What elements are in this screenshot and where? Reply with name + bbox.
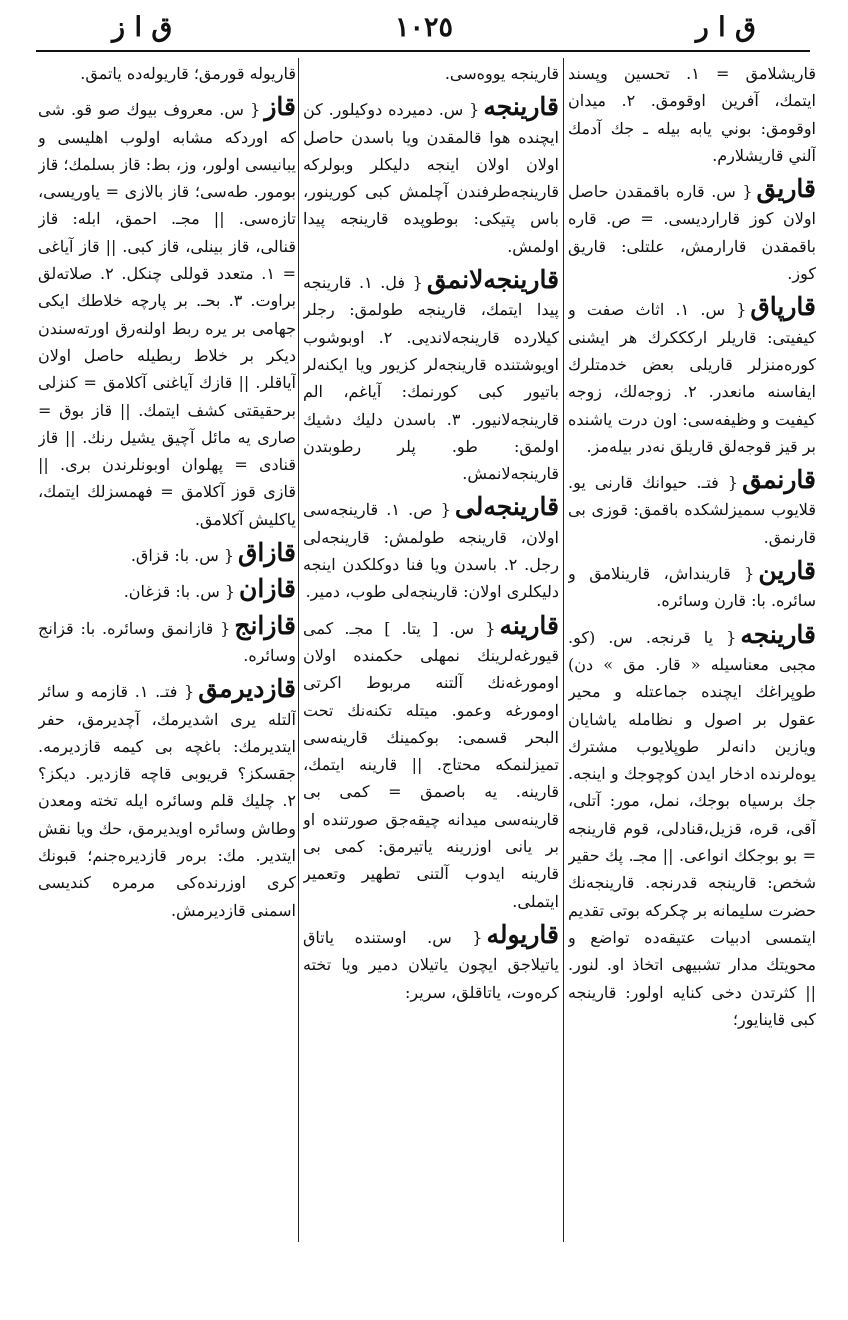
entry-definition: { قازانمق وسائره. با: قزانج وسائره. (38, 618, 296, 665)
entry-headword: قارينجه‌لانمق (426, 265, 559, 295)
column-left (38, 60, 296, 1240)
dictionary-entry (38, 539, 296, 569)
dictionary-entry (568, 621, 816, 1033)
dictionary-entry (303, 493, 559, 605)
entry-definition: { س. معروف بيوك صو قو. شی كه اوردكه مشابه اولوب اهليسی و يبانيسی اولور، وز، بط: قاز بسلمك؛ قاز بومور. طه‌سی؛ قاز بالازی = ياوريسی، تازه‌سی. || مجـ. احمق، ابله: قاز قنالی، قاز بينلی، قاز كبی. || قاز آياغی = ١. متعدد قوللی چنكل. ٢. صلاته‌لق براوت. ٣. بحـ. بر پارچه خلاطك ايكی جهامی بر يره ربط اولنه‌رق اورته‌سندن ديكر بر خلاط ربطيله حاصل اولان آياقلر. || قازك آياغنی آكلامق = كنزلی برحقيقتی كشف ايتمك. || قاز بوق = صاری يه مائل آچيق يشيل رنك. || قاز قنادی = پهلوان اوبونلرندن بری. || قازی قوز آكلامق = فهمسزلك ايتمك، ياكليش آكلامق. (38, 100, 296, 529)
entry-definition: { س. دميرده دوكيلور. كن ايچنده هوا قالمقدن ويا باسدن حاصل اولان اولان اينجه دليكلر وبولرکه قارينجه‌طرفندن آچلمش كبی كورينور، باس پتيكی: بوطوپده قارينجه پيدا اولمش. (303, 100, 559, 256)
entry-headword: قارنمق (742, 465, 816, 495)
dictionary-entry (303, 60, 559, 87)
dictionary-entry (568, 466, 816, 551)
entry-headword: قارينجه (483, 92, 559, 122)
entry-definition: { ص. ١. قارينجه‌سی اولان، قارينجه طولمش: قارينجه‌لی رجل. ٢. باسدن ويا فنا دوكلكدن اينجه دليكلری اولان: قارينجه‌لی طوب، دمير. (303, 500, 559, 602)
entry-headword: قارينجه‌لی (454, 492, 559, 522)
dictionary-entry (303, 921, 559, 1006)
dictionary-entry (38, 60, 296, 87)
entry-definition: { س. [ يتا. ] مجـ. كمی قيورغه‌لرينك نمهلی حكمنده اولان اومورغه‌نك آلتنه مربوط اكرتی اومورغه وعمو. ميتله تكنه‌نك تحت البحر قسمی: بوكمينك قارينه‌سی تميزلنمكه محتاج. || قارينه ايتمك، قارينه. يه باصمق = كمی بی قارينه‌سی ميدانه چيقه‌جق صورتنده او بر يانی اوزرينه ياتيرمق: كمی بی قارينه ايدوب آلتنی تطهير وتعمير ايتملی. (303, 618, 559, 911)
entry-definition: { يا قرنجه. س. (كو. مجبی معناسيله « قار. مق » دن) طوپراغك ايچنده جماعتله و محير عقول بر اصول و نظامله ياشايان ويازين دانه‌لر طوپلايوب مشترك يوه‌لرنده ادخار ايدن كوچوجك و اينجه. جك برسياه بوجك، نمل، مور: آتلی، آقی، قره، قزيل،قنادلی، قوم قارينجه = بو بوجكك انواعی. || مجـ. پك حقير شخص: قارينجه قدرنجه. قارينجه‌نك حضرت سليمانه بر چكركه بوتی تقديم ايتمسی ادبيات عتيقه‌ده تواضع و محويتك مدار تشبيهی اتخاذ او. لنور. || كثرتدن دخی كنايه اولور: قارينجه كبی قاينايور؛ (568, 627, 816, 1029)
entry-headword: قازاق (238, 538, 296, 568)
entry-definition: { س. ١. اثاث صفت و كيفيتی: قاريلر اركككرك هر ايشنی كوره‌منزلر قاريلی بعض خدمتلرك ايفاسنه مانعدر. ٢. زوجه‌لك، زوجه كيفيت و وظيفه‌سی: اون درت ياشنده بر قيز قوجه‌لق قاريلق نه‌در بيله‌مز. (568, 300, 816, 456)
entry-definition: قارينجه يووه‌سی. (444, 64, 559, 83)
entry-definition: { س. قاره باقمقدن حاصل اولان كوز قاراردیسی. = ص. قاره باقمقدن قارارمش، علتلی: قاريق كوز. (568, 182, 816, 284)
entry-headword: قارين (758, 556, 816, 586)
dictionary-entry (38, 675, 296, 924)
entry-definition: قاريوله قورمق؛ قاريوله‌ده ياتمق. (80, 64, 296, 83)
entry-definition: { فل. ١. قارينجه پيدا ايتمك، قارينجه طولمق: رجلر كيلارده قارينجه‌لانديی. ٢. اوبوشوب اويوشتنده قارينجه‌لر كزيور ويا ايكنه‌لر باتيور كبی كورنمك: آياغم، الم قارينجه‌لانيور. ٣. باسدن دليك دشيك اولمق: طو. پلر رطوبتدن قارينجه‌لانمش. (303, 273, 559, 484)
dictionary-entry (568, 557, 816, 615)
dictionary-entry (303, 266, 559, 487)
entry-headword: قاريق (756, 174, 816, 204)
column-right (568, 60, 816, 1240)
column-middle (303, 60, 559, 1240)
dictionary-entry (568, 293, 816, 460)
dictionary-entry (38, 93, 296, 533)
entry-definition: قاريشلامق = ١. تحسين وپسند ايتمك، آفرين اوقومق. ٢. ميدان اوقومق: بوني يابه بيله ـ جك آدمك آلني قاريشلارم. (568, 64, 816, 165)
header-rule (36, 50, 810, 52)
entry-definition: { فتـ. حيوانك قارنی يو. قلايوب سميزلشكده باقمق: قوزی بی قارنمق. (568, 473, 816, 547)
entry-definition: { س. با: قزغان. (123, 582, 236, 602)
column-divider (563, 58, 564, 1242)
entry-headword: قازانج (234, 610, 296, 640)
dictionary-entry (303, 93, 559, 260)
entry-headword: قارينجه (740, 619, 816, 649)
dictionary-entry (568, 175, 816, 287)
running-head-left: ق ا ز (112, 12, 173, 43)
entry-headword: قارپاق (750, 292, 816, 322)
dictionary-entry (38, 612, 296, 670)
column-divider (298, 58, 299, 1242)
dictionary-entry (38, 575, 296, 605)
entry-definition: { س. با: قزاق. (130, 546, 235, 566)
entry-headword: قارينه (499, 610, 559, 640)
dictionary-entry (303, 612, 559, 915)
entry-headword: قازديرمق (198, 674, 296, 704)
running-head-right: ق ا ر (695, 12, 756, 43)
entry-definition: { س. اوستنده ياتاق ياتيلاجق ايچون ياتيلان دمير ويا تخته كره‌وت، ياتاقلق، سرير: (303, 927, 559, 1002)
entry-definition: { قارينداش، قارينلامق و سائره. با: قارن وسائره. (568, 564, 816, 611)
entry-headword: قازان (239, 574, 296, 604)
entry-headword: قاريوله (486, 919, 559, 949)
page-number: ١٠٢٥ (394, 12, 453, 43)
entry-definition: { فتـ. ١. قازمه و سائر آلتله يری اشديرمك، آچديرمق، حفر ايتديرمك: باغچه بی كيمه قازديرمه. جقسكز؟ قريوبی قاچه قازدير. ديكز؟ ٢. چليك قلم وسائره ايله تخته ومعدن وطاش وسائره اويديرمق، حك ويا نقش ايتدير. مك: بره‌ر قازديره‌جنم؛ قبونك كری اوزرنده‌كی مرمره كنديسی اسمنی قازديرمش. (38, 682, 296, 920)
entry-headword: قاز (264, 92, 296, 122)
dictionary-entry (568, 60, 816, 169)
